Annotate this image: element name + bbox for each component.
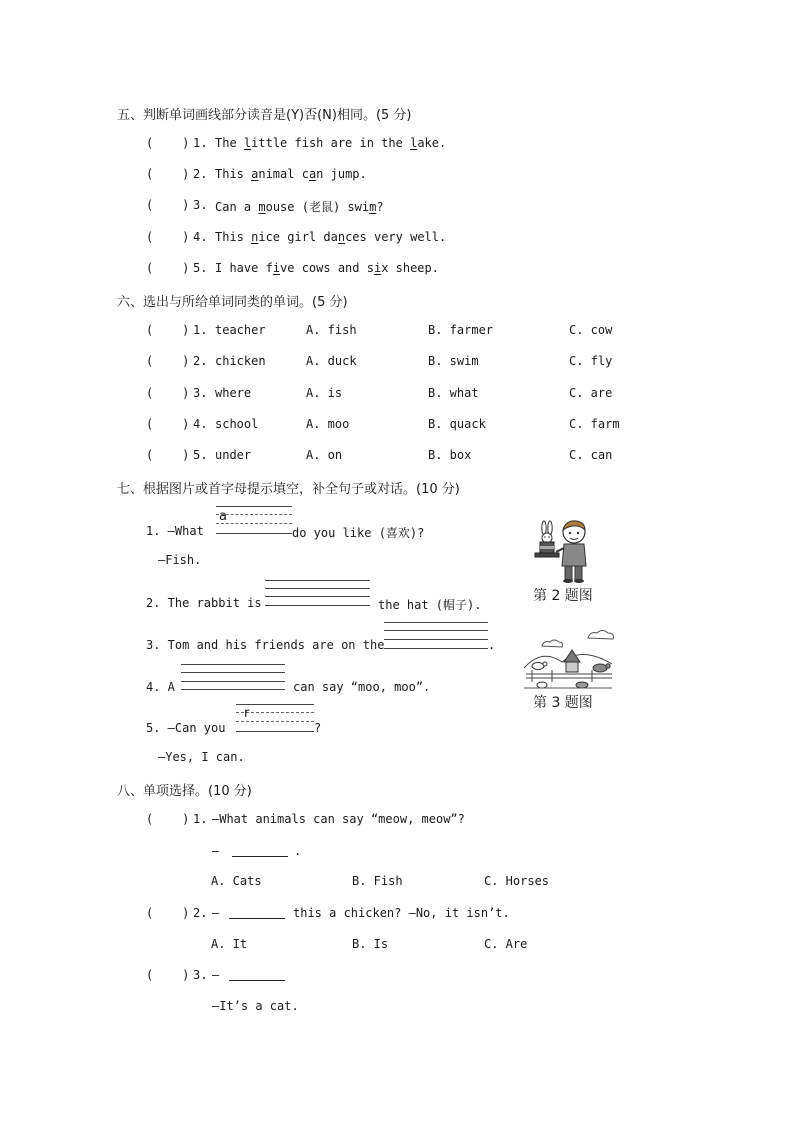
q3-prefix: 3. Tom and his friends are on the — [146, 638, 385, 652]
underlined-letter: i — [373, 261, 382, 275]
option-b: B. box — [428, 448, 472, 462]
answer-paren[interactable]: ( ) — [146, 230, 190, 244]
option-b: B. what — [428, 386, 479, 400]
question-dash: — — [212, 968, 220, 982]
item-number: 3. — [193, 386, 208, 400]
option-b: B. swim — [428, 354, 479, 368]
item-number: 2. — [193, 906, 208, 920]
q5-answer: —Yes, I can. — [158, 750, 245, 764]
q1-prefix: 1. —What — [146, 524, 204, 538]
item-sentence: This nice girl dances very well. — [215, 230, 447, 244]
answer-paren[interactable]: ( ) — [146, 448, 190, 462]
option-c: C. can — [569, 448, 613, 462]
hint-letter: r — [244, 706, 250, 721]
item-number: 1. — [193, 136, 208, 150]
picture-2-caption: 第 2 题图 — [533, 588, 593, 604]
item-number: 5. — [193, 448, 208, 462]
option-c: C. Horses — [484, 874, 550, 888]
underlined-letter: m — [258, 200, 266, 214]
given-word: school — [215, 417, 259, 431]
hint-letter: a — [219, 509, 227, 524]
answer-dash: — — [212, 844, 220, 858]
item-number: 4. — [193, 230, 208, 244]
item-sentence: Can a mouse (老鼠) swim? — [215, 200, 384, 214]
option-b: B. farmer — [428, 323, 494, 337]
guide-line — [236, 721, 314, 722]
item-sentence: The little fish are in the lake. — [215, 136, 447, 150]
item-number: 2. — [193, 167, 208, 181]
option-a: A. is — [306, 386, 343, 400]
q2-prefix: 2. The rabbit is — [146, 596, 262, 610]
underlined-letter: n — [251, 230, 259, 244]
underlined-letter: i — [272, 261, 281, 275]
underlined-letter: l — [410, 136, 418, 150]
guide-line — [181, 681, 285, 682]
answer-paren[interactable]: ( ) — [146, 354, 190, 368]
given-word: chicken — [215, 354, 266, 368]
answer-paren[interactable]: ( ) — [146, 386, 190, 400]
farm-scene-picture — [522, 628, 616, 690]
answer-paren[interactable]: ( ) — [146, 417, 190, 431]
guide-line — [236, 704, 314, 705]
guide-line — [384, 630, 488, 631]
option-c: C. are — [569, 386, 613, 400]
item-number: 3. — [193, 968, 208, 982]
q5-suffix: ? — [314, 721, 322, 735]
guide-line — [216, 533, 292, 534]
section-8-title: 八、单项选择。(10 分) — [117, 784, 252, 799]
answer-period: . — [294, 844, 302, 858]
question-text: this a chicken? —No, it isn’t. — [293, 906, 510, 920]
option-c: C. Are — [484, 937, 528, 951]
q1-answer: —Fish. — [158, 553, 202, 567]
answer-text: —It’s a cat. — [212, 999, 299, 1013]
section-6-title: 六、选出与所给单词同类的单词。(5 分) — [117, 295, 348, 310]
guide-line — [181, 672, 285, 673]
given-word: under — [215, 448, 252, 462]
guide-line — [265, 596, 370, 597]
guide-line — [384, 648, 488, 649]
q3-suffix: . — [488, 638, 496, 652]
underlined-letter: n — [337, 230, 346, 244]
option-a: A. Cats — [211, 874, 262, 888]
section-7-title: 七、根据图片或首字母提示填空，补全句子或对话。(10 分) — [117, 482, 460, 497]
underlined-letter: a — [308, 167, 317, 181]
guide-line — [384, 639, 488, 640]
q5-prefix: 5. —Can you — [146, 721, 226, 735]
answer-paren[interactable]: ( ) — [146, 198, 190, 212]
option-c: C. cow — [569, 323, 613, 337]
guide-line — [265, 588, 370, 589]
option-b: B. Is — [352, 937, 389, 951]
answer-paren[interactable]: ( ) — [146, 968, 190, 982]
option-c: C. farm — [569, 417, 620, 431]
item-number: 5. — [193, 261, 208, 275]
option-a: A. moo — [306, 417, 350, 431]
question-text: —What animals can say “meow, meow”? — [212, 812, 465, 826]
guide-line — [216, 506, 292, 507]
q2-suffix: the hat (帽子). — [378, 598, 482, 612]
item-number: 1. — [193, 812, 208, 826]
option-b: B. Fish — [352, 874, 403, 888]
section-5-title: 五、判断单词画线部分读音是(Y)否(N)相同。(5 分) — [117, 108, 412, 123]
question-blank[interactable] — [229, 906, 285, 919]
option-a: A. on — [306, 448, 343, 462]
item-number: 1. — [193, 323, 208, 337]
item-sentence: This animal can jump. — [215, 167, 367, 181]
underlined-letter: a — [251, 167, 259, 181]
answer-paren[interactable]: ( ) — [146, 136, 190, 150]
picture-3-caption: 第 3 题图 — [533, 695, 593, 711]
guide-line — [216, 523, 292, 524]
option-c: C. fly — [569, 354, 613, 368]
guide-line — [384, 622, 488, 623]
answer-paren[interactable]: ( ) — [146, 906, 190, 920]
q4-suffix: can say “moo, moo”. — [293, 680, 431, 694]
underlined-letter: l — [243, 136, 252, 150]
option-b: B. quack — [428, 417, 486, 431]
item-number: 2. — [193, 354, 208, 368]
guide-line — [216, 514, 292, 515]
answer-paren[interactable]: ( ) — [146, 323, 190, 337]
boy-rabbit-hat-picture — [532, 518, 592, 584]
answer-paren[interactable]: ( ) — [146, 261, 190, 275]
given-word: where — [215, 386, 252, 400]
answer-paren[interactable]: ( ) — [146, 167, 190, 181]
guide-line — [236, 731, 314, 732]
guide-line — [265, 580, 370, 581]
guide-line — [181, 664, 285, 665]
guide-line — [265, 605, 370, 606]
question-dash: — — [212, 906, 220, 920]
option-a: A. fish — [306, 323, 357, 337]
item-number: 3. — [193, 198, 208, 212]
answer-paren[interactable]: ( ) — [146, 812, 190, 826]
question-blank[interactable] — [229, 968, 285, 981]
option-a: A. It — [211, 937, 248, 951]
q4-prefix: 4. A — [146, 680, 175, 694]
q1-suffix: do you like (喜欢)? — [292, 526, 425, 540]
item-sentence: I have five cows and six sheep. — [215, 261, 439, 275]
guide-line — [181, 689, 285, 690]
answer-blank[interactable] — [232, 844, 288, 857]
option-a: A. duck — [306, 354, 357, 368]
item-number: 4. — [193, 417, 208, 431]
underlined-letter: m — [369, 200, 377, 214]
given-word: teacher — [215, 323, 266, 337]
